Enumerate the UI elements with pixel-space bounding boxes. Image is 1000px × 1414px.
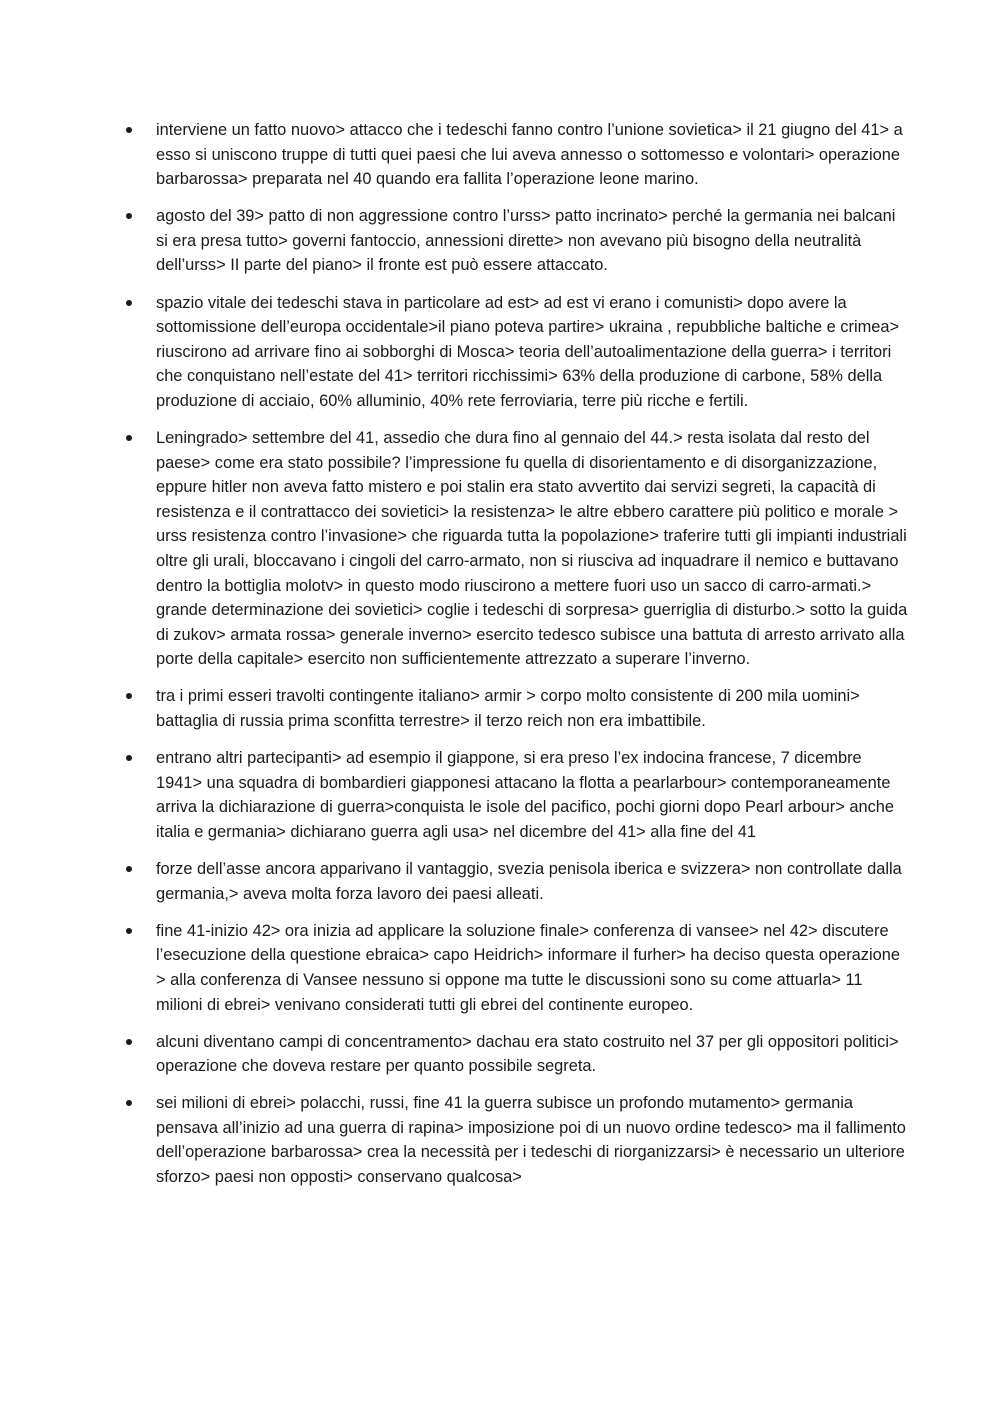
bullet-icon [126,755,132,761]
list-item-text: sei milioni di ebrei> polacchi, russi, fine 41 la guerra subisce un profondo mutamento> germania pensava all’inizio ad una guerra di rapina> imposizione poi di un nuovo ordine tedesco> ma il fallimento dell’operazione barbarossa> crea la necessità per i tedeschi di riorganizzarsi> è necessario un ulteriore sforzo> paesi non opposti> conservano qualcosa> [156,1094,906,1187]
list-item [0,118,1000,192]
bullet-icon [126,693,132,699]
list-item [0,919,1000,1017]
list-item [0,204,1000,278]
list-item [0,291,1000,414]
bullet-icon [126,300,132,306]
list-item-text: forze dell’asse ancora apparivano il vantaggio, svezia penisola iberica e svizzera> non controllate dalla germania,> aveva molta forza lavoro dei paesi alleati. [156,860,902,903]
list-item-text: tra i primi esseri travolti contingente italiano> armir > corpo molto consistente di 200 mila uomini> battaglia di russia prima sconfitta terrestre> il terzo reich non era imbattibile. [156,687,860,731]
list-item [0,746,1000,844]
bullet-icon [126,928,132,934]
list-item [0,426,1000,672]
list-item-text: spazio vitale dei tedeschi stava in particolare ad est> ad est vi erano i comunisti> dopo avere la sottomissione dell’europa occidentale>il piano poteva partire> ukraina , repubbliche baltiche e crimea> riuscirono ad arrivare fino ai sobborghi di Mosca> teoria dell’autoalimentazione della guerra> i territori che conquistano nell’estate del 41> territori ricchissimi> 63% della produzione di carbone, 58% della produzione di acciaio, 60% alluminio, 40% rete ferroviaria, terre più ricche e fertili. [156,293,900,410]
bullet-icon [126,866,132,872]
list-item-text: Leningrado> settembre del 41, assedio che dura fino al gennaio del 44.> resta isolata dal resto del paese> come era stato possibile? l’impressione fu quella di disorientamento e di disorganizzazione, eppure hitler non aveva fatto mistero e poi stalin era stato avvertito dai servizi segreti, la capacità di resistenza e il contrattacco dei sovietici> la resistenza> le altre ebbero carattere più politico e morale > urss resistenza contro l’invasione> che riguarda tutta la popolazione> traferire tutti gli impianti industriali oltre gli urali, bloccavano i cingoli del carro-armato, non si riusciva ad inquadrare il nemico e buttavano dentro la bottiglia molotv> in questo modo riuscirono a mettere fuori uso un sacco di carro-armati.> grande determinazione dei sovietici> coglie i tedeschi di sorpresa> guerriglia di disturbo.> sotto la guida di zukov> armata rossa> generale inverno> esercito tedesco subisce una battuta di arresto arrivato alla porte della capitale> esercito non sufficientemente attrezzato a superare l’inverno. [156,429,908,669]
list-item-text: agosto del 39> patto di non aggressione contro l’urss> patto incrinato> perché la germania nei balcani si era presa tutto> governi fantoccio, annessioni dirette> non avevano più bisogno della neutralità dell’urss> II parte del piano> il fronte est può essere attaccato. [156,207,896,275]
list-item-text: alcuni diventano campi di concentramento> dachau era stato costruito nel 37 per gli oppositori politici> operazione che doveva restare per quanto possibile segreta. [156,1032,899,1076]
bullet-icon [126,1039,132,1045]
bullet-icon [126,435,132,441]
list-item [0,857,1000,906]
bullet-icon [126,1100,132,1106]
list-item-text: fine 41-inizio 42> ora inizia ad applicare la soluzione finale> conferenza di vansee> nel 42> discutere l’esecuzione della questione ebraica> capo Heidrich> informare il furher> ha deciso questa operazione > alla conferenza di Vansee nessuno si oppone ma tutte le discussioni sono su come attuarla> 11 milioni di ebrei> venivano considerati tutti gli ebrei del continente europeo. [156,921,900,1014]
bullet-icon [126,127,132,133]
list-item-text: interviene un fatto nuovo> attacco che i tedeschi fanno contro l’unione sovietica> il 21 giugno del 41> a esso si uniscono truppe di tutti quei paesi che lui aveva annesso o sottomesso e volontari> operazione barbarossa> preparata nel 40 quando era fallita l’operazione leone marino. [156,121,903,189]
list-item [0,1030,1000,1079]
bullet-icon [126,213,132,219]
list-item-text: entrano altri partecipanti> ad esempio il giappone, si era preso l’ex indocina francese, 7 dicembre 1941> una squadra di bombardieri giapponesi attacano la flotta a pearlarbour> contemporaneamente arriva la dichiarazione di guerra>conquista le isole del pacifico, pochi giorni dopo Pearl arbour> anche italia e germania> dichiarano guerra agli usa> nel dicembre del 41> alla fine del 41 [156,749,895,841]
bullet-list [0,118,1000,1202]
list-item [0,1091,1000,1189]
list-item [0,684,1000,733]
